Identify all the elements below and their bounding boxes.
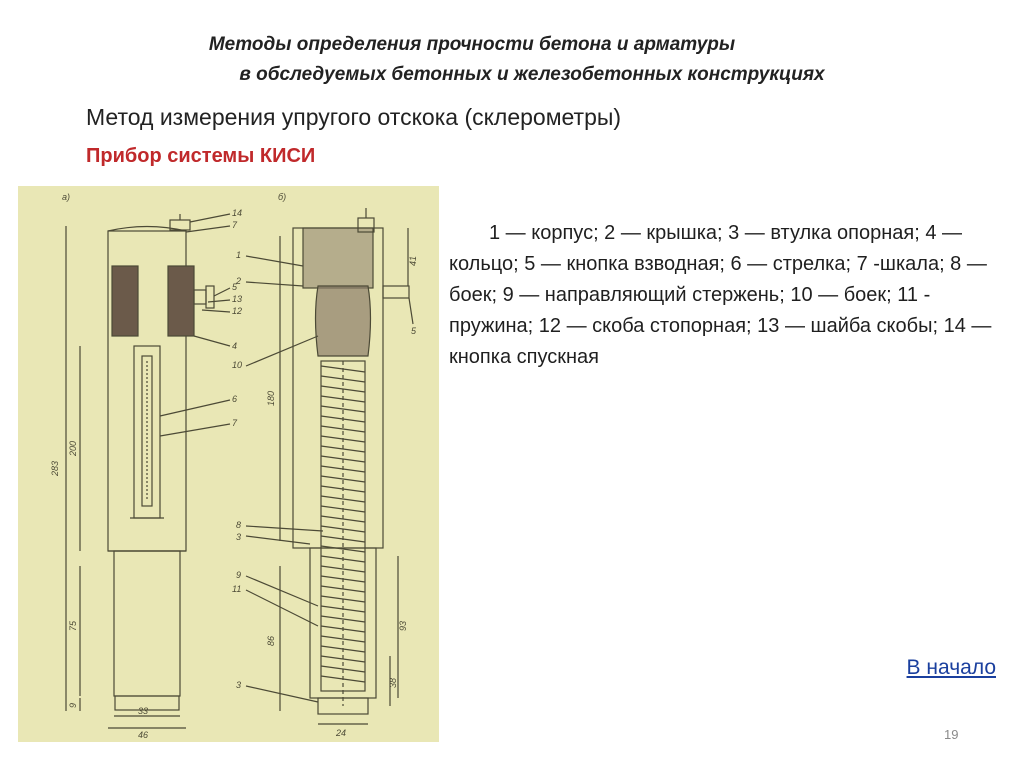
ring-right [168,266,194,336]
dim-b-86: 86 [266,635,276,646]
ring-left [112,266,138,336]
callout-b-1: 1 [236,250,242,260]
callout-a-7: 6 [232,394,238,404]
callout-a-8: 7 [232,418,238,428]
dim-a-46: 46 [138,730,149,740]
callout-b-2: 2 [236,276,242,286]
callout-a-2: 7 [232,220,238,230]
striker-b [316,286,371,356]
callout-a-4: 13 [232,294,243,304]
dim-b-180: 180 [266,390,276,406]
dim-a-200: 200 [68,440,78,456]
callout-b-9: 5 [411,326,417,336]
callout-b-4: 8 [236,520,242,530]
callout-a-3: 5 [232,282,238,292]
device-heading: Прибор системы КИСИ [86,145,316,167]
dim-b-38: 38 [388,677,398,688]
dim-a-75: 75 [68,620,78,631]
dim-b-93: 93 [398,620,408,631]
callout-b-7: 11 [232,584,242,594]
callout-b-8: 3 [236,680,242,690]
view-a-label: а) [62,192,71,202]
slide-title [0,30,1024,90]
dim-b-41: 41 [408,255,418,266]
sclerometer-drawing [18,186,439,742]
page-number: 19 [944,727,959,742]
callout-a-5: 12 [232,306,243,316]
callout-b-5: 3 [236,532,242,542]
dim-a-283: 283 [50,460,60,476]
slide-title-line1: Методы определения прочности бетона и арматуры [208,34,736,55]
view-b-label: б) [278,192,287,202]
dim-a-33: 33 [138,706,149,716]
method-heading: Метод измерения упругого отскока (склерометры) [86,104,622,130]
callout-b-3: 10 [232,360,243,370]
callout-a-1: 14 [232,208,243,218]
back-to-start-link[interactable]: В начало [906,656,996,679]
callout-a-6: 4 [232,341,238,351]
callout-b-6: 9 [236,570,242,580]
dim-a-9: 9 [68,702,78,708]
dim-b-24: 24 [336,728,347,738]
parts-legend: 1 — корпус; 2 — крышка; 3 — втулка опорная; 4 — кольцо; 5 — кнопка взводная; 6 — стрелка; 7 -шкала; 8 — боек; 9 — направляющий стержень; 10 — боек; 11 - пружина; 12 — скоба стопорная; 13 — шайба скобы; 14 — кнопка спускная [449,222,992,368]
slide-title-line2: в обследуемых бетонных и железобетонных конструкциях [239,64,825,85]
